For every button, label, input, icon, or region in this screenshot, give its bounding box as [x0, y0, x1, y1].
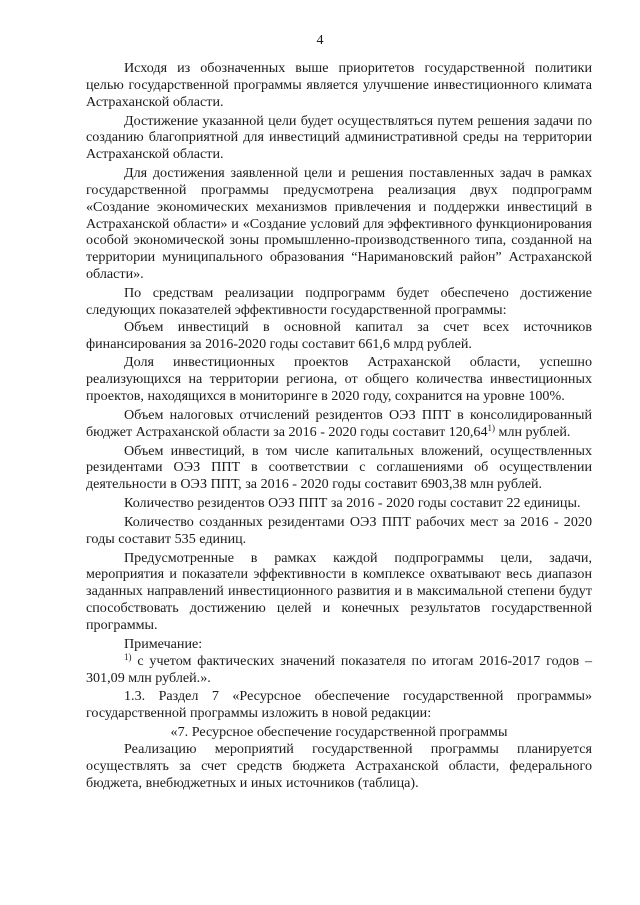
paragraph-comprehensive-scope: Предусмотренные в рамках каждой подпрограммы цели, задачи, мероприятия и показатели эффективности в комплексе охватывают весь диапазон заданных направлений инвестиционного развития и в максимальной степени будут способствовать достижению целей и конечных результатов государственной программы. [86, 549, 592, 633]
footnote [86, 653, 592, 687]
paragraph-goal: Достижение указанной цели будет осуществляться путем решения задачи по созданию благоприятной для инвестиций административной среды на территории Астраханской области. [86, 112, 592, 163]
tax-text-before: Объем налоговых отчислений резидентов ОЭЗ ППТ в консолидированный бюджет Астраханской области за 2016 - 2020 годы составит 120,64 [86, 406, 592, 440]
paragraph-priorities: Исходя из обозначенных выше приоритетов государственной политики целью государственной программы является улучшение инвестиционного климата Астраханской области. [86, 60, 592, 110]
paragraph-resident-investments: Объем инвестиций, в том числе капитальных вложений, осуществленных резидентами ОЭЗ ППТ в соответствии с соглашениями об осуществлении деятельности в ОЭЗ ППТ, за 2016 - 2020 годы составит 6903,38 млн рублей. [86, 442, 592, 493]
section-heading: «7. Ресурсное обеспечение государственной программы [170, 724, 508, 741]
page-number: 4 [316, 33, 324, 48]
footnote-text: с учетом фактических значений показателя по итогам 2016-2017 годов – 301,09 млн рублей.». [86, 652, 592, 686]
paragraph-tax-deductions [86, 407, 592, 441]
footnote-marker: 1) [124, 651, 132, 662]
paragraph-indicators-intro: По средствам реализации подпрограмм будет обеспечено достижение следующих показателей эффективности государственной программы: [86, 284, 592, 318]
paragraph-investment-volume: Объем инвестиций в основной капитал за счет всех источников финансирования за 2016-2020 годы составит 661,6 млрд рублей. [86, 318, 592, 352]
paragraph-subprograms: Для достижения заявленной цели и решения поставленных задач в рамках государственной программы предусмотрена реализация двух подпрограмм «Создание экономических механизмов привлечения и поддержки инвестиций в Астраханской области» и «Создание условий для эффективного функционирования особой экономической зоны промышленно-производственного типа, созданной на территории муниципального образования “Наримановский район” Астраханской области». [86, 165, 592, 283]
paragraph-jobs-count: Количество созданных резидентами ОЭЗ ППТ рабочих мест за 2016 - 2020 годы составит 535 единиц. [86, 513, 592, 547]
tax-text-after: млн рублей. [495, 423, 571, 440]
footnote-marker: 1) [487, 422, 496, 433]
note-label: Примечание: [124, 635, 203, 652]
document-body [86, 60, 592, 791]
paragraph-section-change: 1.3. Раздел 7 «Ресурсное обеспечение государственной программы» государственной программы изложить в новой редакции: [86, 688, 592, 722]
paragraph-projects-share: Доля инвестиционных проектов Астраханской области, успешно реализующихся на территории региона, от общего количества инвестиционных проектов, находящихся в мониторинге в 2020 году, сохранится на уровне 100%. [86, 354, 592, 405]
paragraph-residents-count: Количество резидентов ОЭЗ ППТ за 2016 - 2020 годы составит 22 единицы. [124, 495, 581, 512]
paragraph-funding-sources: Реализацию мероприятий государственной программы планируется осуществлять за счет средств бюджета Астраханской области, федерального бюджета, внебюджетных и иных источников (таблица). [86, 740, 592, 791]
